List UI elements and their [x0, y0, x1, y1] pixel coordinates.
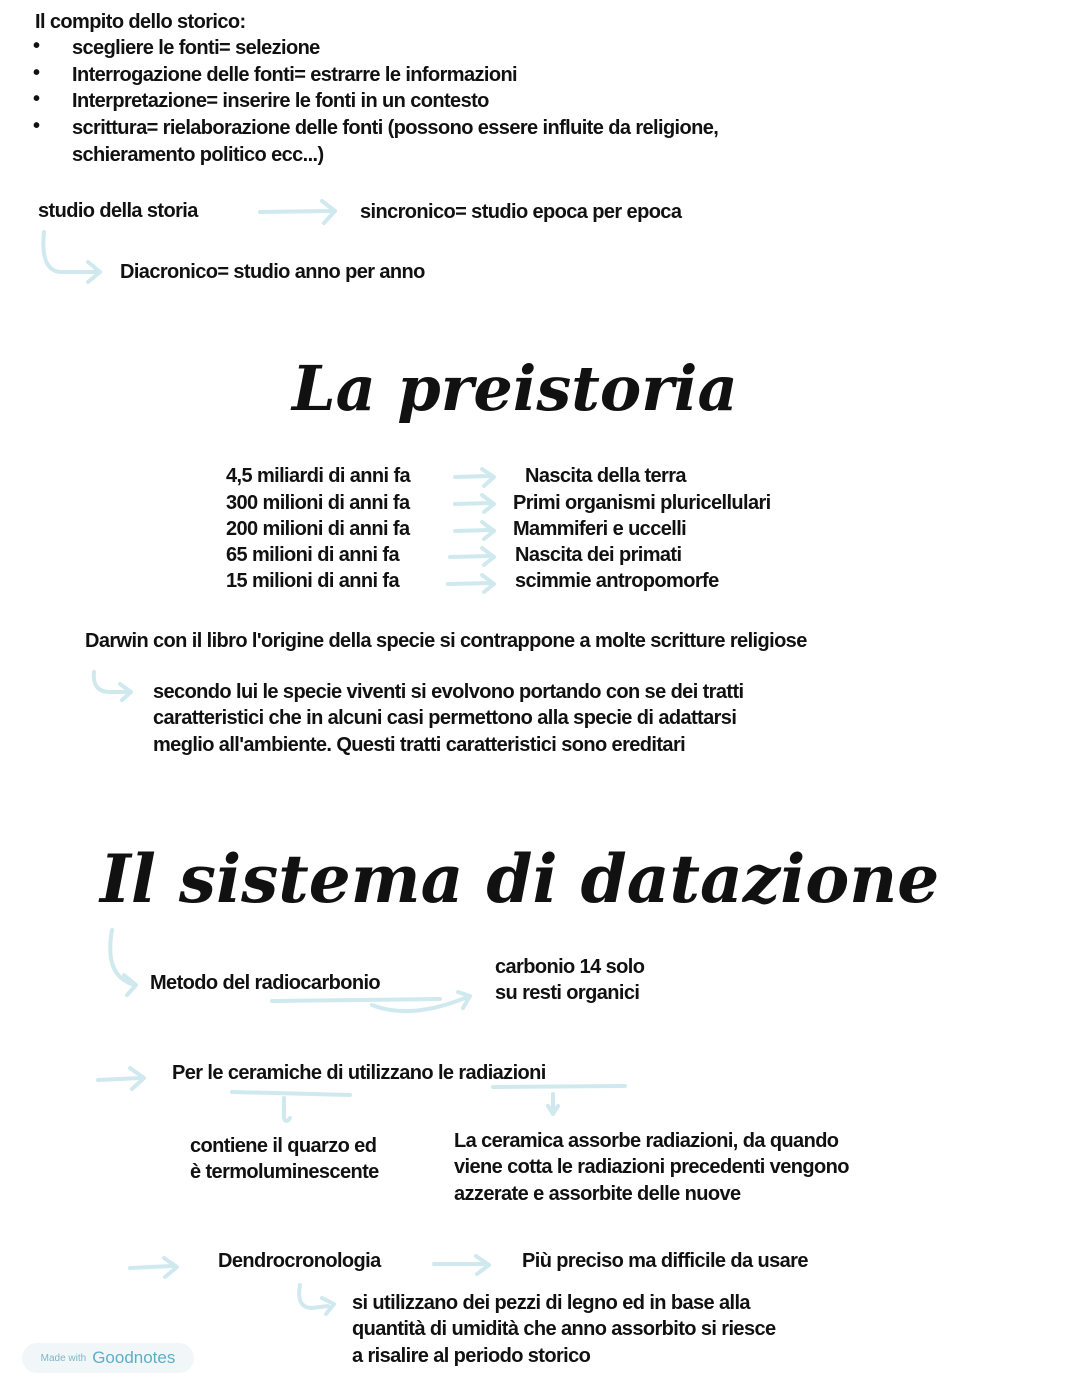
arrow-icon [299, 1285, 334, 1314]
paragraph-line: La ceramica assorbe radiazioni, da quando [454, 1130, 839, 1152]
badge-brand: Goodnotes [92, 1348, 176, 1367]
arrow-icon [94, 672, 131, 700]
timeline-when: 65 milioni di anni fa [226, 544, 399, 566]
underline [272, 999, 440, 1001]
underline [232, 1092, 350, 1095]
arrow-icon [43, 232, 100, 282]
arrow-icon [450, 548, 494, 565]
darwin-text: Darwin con il libro l'origine della specie si contrappone a molte scritture religiose [85, 630, 807, 652]
dendro-note: Più preciso ma difficile da usare [522, 1250, 808, 1272]
paragraph-line: secondo lui le specie viventi si evolvono portando con se dei tratti [153, 681, 744, 703]
paragraph-line: è termoluminescente [190, 1161, 379, 1184]
arrow-icon [455, 469, 494, 486]
timeline-what: Nascita dei primati [515, 544, 682, 566]
ceramiche-text: Per le ceramiche di utilizzano le radiazioni [172, 1062, 546, 1084]
list-item: scegliere le fonti= selezione [72, 37, 320, 59]
timeline-when: 300 milioni di anni fa [226, 492, 410, 514]
paragraph-line: viene cotta le radiazioni precedenti vengono [454, 1156, 849, 1179]
paragraph-line: su resti organici [495, 982, 640, 1005]
bullet: • [33, 62, 41, 84]
arrow-icon [260, 201, 335, 223]
diacronico-text: Diacronico= studio anno per anno [120, 261, 425, 283]
timeline-when: 15 milioni di anni fa [226, 570, 399, 592]
paragraph-line: caratteristici che in alcuni casi permettono alla specie di adattarsi [153, 707, 737, 730]
paragraph-line: a risalire al periodo storico [352, 1344, 591, 1367]
carbonio-note [495, 954, 644, 1007]
bullet: • [33, 88, 41, 110]
dendro-detail [352, 1290, 776, 1369]
timeline-when: 4,5 miliardi di anni fa [226, 465, 411, 487]
arrow-icon [455, 522, 494, 539]
title-datazione: Il sistema di datazione [100, 840, 940, 918]
ceramica-detail [454, 1128, 849, 1207]
underline [493, 1086, 625, 1087]
timeline-when: 200 milioni di anni fa [226, 518, 410, 540]
paragraph-line: azzerate e assorbite delle nuove [454, 1182, 741, 1205]
arrow-icon [130, 1258, 177, 1277]
arrow-icon [455, 495, 494, 512]
timeline-what: Primi organismi pluricellulari [513, 492, 771, 514]
title-preistoria: La preistoria [292, 352, 738, 425]
timeline-what: Mammiferi e uccelli [513, 518, 687, 540]
arrow-icon [548, 1094, 558, 1114]
goodnotes-badge[interactable] [22, 1343, 194, 1373]
paragraph-line: carbonio 14 solo [495, 956, 645, 978]
sincronico-text: sincronico= studio epoca per epoca [360, 201, 682, 223]
arrow-icon [110, 930, 136, 995]
dendro-text: Dendrocronologia [218, 1250, 381, 1272]
arrow-icon [284, 1098, 290, 1121]
list-item: scrittura= rielaborazione delle fonti (possono essere influite da religione, [72, 117, 719, 139]
section-heading: Il compito dello storico: [35, 11, 246, 33]
bullet: • [33, 115, 41, 137]
paragraph-line: quantità di umidità che anno assorbito si riesce [352, 1318, 776, 1341]
timeline-what: Nascita della terra [525, 465, 686, 487]
badge-small-text: Made with [40, 1352, 87, 1364]
radiocarbonio-text: Metodo del radiocarbonio [150, 972, 381, 994]
paragraph-line: contiene il quarzo ed [190, 1135, 377, 1157]
bullet: • [33, 35, 41, 57]
list-item-continuation: schieramento politico ecc...) [72, 144, 324, 166]
darwin-detail [153, 679, 743, 758]
studio-label: studio della storia [38, 200, 198, 222]
timeline-what: scimmie antropomorfe [515, 570, 719, 592]
quarzo-note [190, 1133, 379, 1186]
paragraph-line: si utilizzano dei pezzi di legno ed in base alla [352, 1292, 750, 1314]
arrow-icon [448, 575, 494, 592]
list-item: Interpretazione= inserire le fonti in un contesto [72, 90, 489, 112]
paragraph-line: meglio all'ambiente. Questi tratti caratteristici sono ereditari [153, 733, 686, 756]
list-item: Interrogazione delle fonti= estrarre le informazioni [72, 64, 518, 86]
arrow-icon [98, 1068, 144, 1089]
arrow-icon [434, 1256, 489, 1274]
